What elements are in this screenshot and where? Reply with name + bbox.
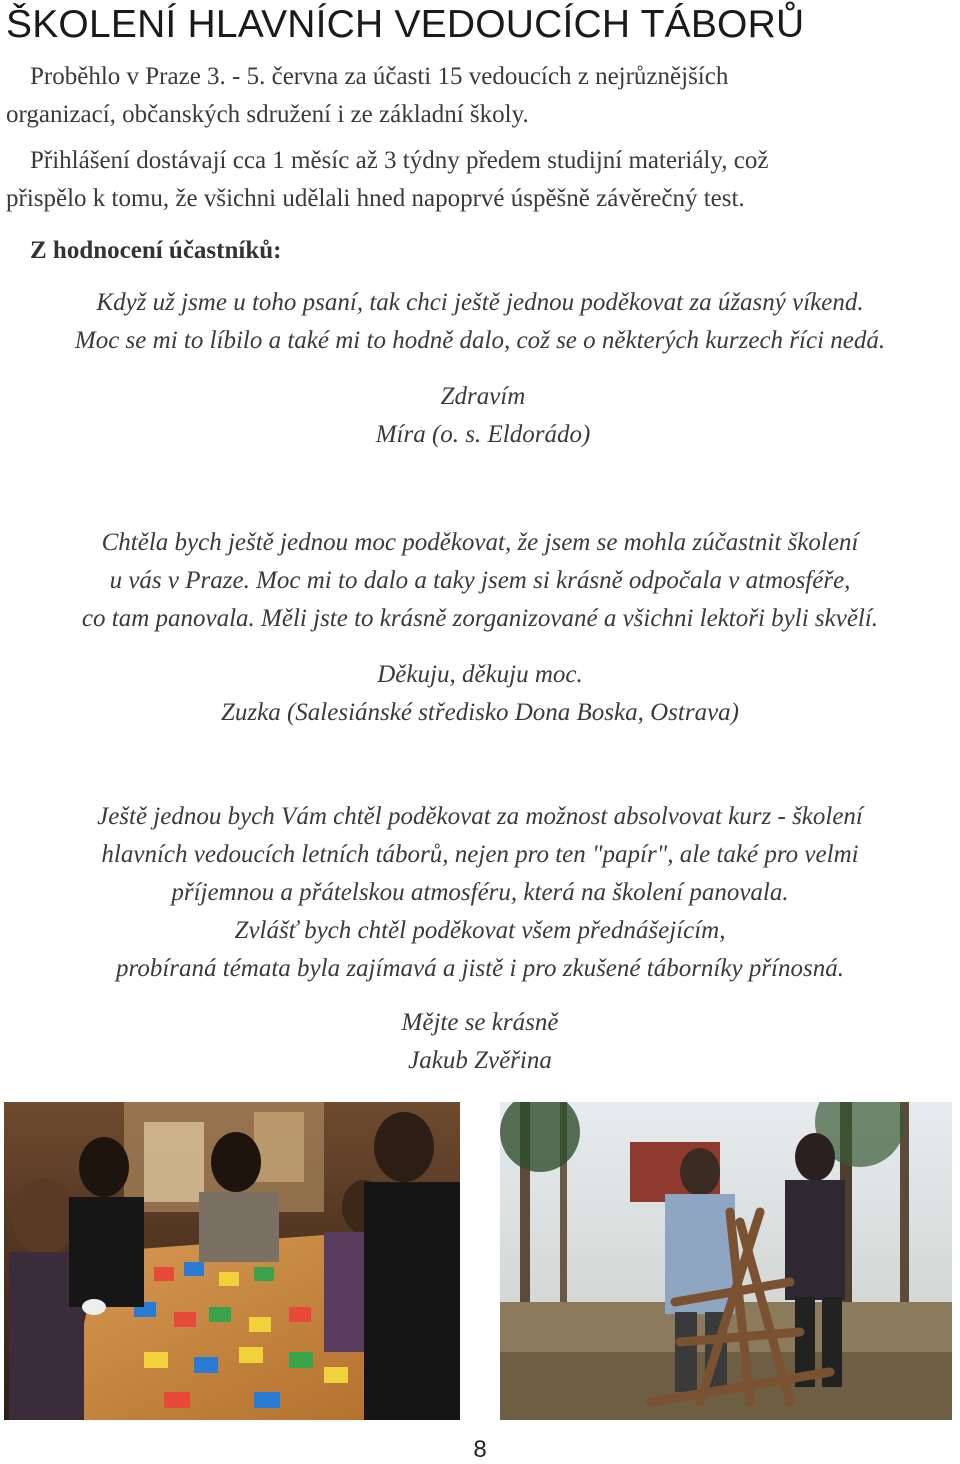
text-line: Proběhlo v Praze 3. - 5. června za účasti 15 vedoucích z nejrůznějších bbox=[30, 63, 729, 90]
text-line: příjemnou a přátelskou atmosféru, která na školení panovala. bbox=[171, 879, 789, 906]
page-number: 8 bbox=[473, 1436, 487, 1463]
signoff-line: Mějte se krásně bbox=[401, 1009, 559, 1036]
card-game-illustration bbox=[4, 1102, 460, 1420]
wood-building-photo bbox=[500, 1102, 952, 1420]
signoff-line: Děkuju, děkuju moc. bbox=[377, 661, 583, 688]
text-line: co tam panovala. Měli jste to krásně zorganizované a všichni lektoři byli skvělí. bbox=[81, 605, 879, 632]
text-line: organizací, občanských sdružení i ze základní školy. bbox=[6, 101, 529, 128]
feedback-1-signoff bbox=[0, 378, 960, 454]
feedback-1 bbox=[0, 284, 960, 360]
signoff-line: Zdravím bbox=[440, 383, 526, 410]
text-line: Ještě jednou bych Vám chtěl poděkovat za možnost absolvovat kurz - školení bbox=[97, 803, 863, 830]
card-game-photo bbox=[4, 1102, 460, 1420]
text-line: probíraná témata byla zajímavá a jistě i pro zkušené táborníky přínosná. bbox=[116, 955, 844, 982]
text-line: Chtěla bych ještě jednou moc poděkovat, že jsem se mohla zúčastnit školení bbox=[101, 529, 859, 556]
wood-building-illustration bbox=[500, 1102, 952, 1420]
page-title: ŠKOLENÍ HLAVNÍCH VEDOUCÍCH TÁBORŮ bbox=[6, 3, 805, 46]
feedback-2-signoff bbox=[0, 656, 960, 732]
text-line: Zvlášť bych chtěl poděkovat všem přednášejícím, bbox=[234, 917, 726, 944]
intro-paragraph-2 bbox=[30, 142, 768, 180]
signoff-author: Míra (o. s. Eldorádo) bbox=[375, 421, 591, 448]
feedback-3 bbox=[0, 798, 960, 988]
signoff-author: Zuzka (Salesiánské středisko Dona Boska, Ostrava) bbox=[221, 699, 739, 726]
feedback-2 bbox=[0, 524, 960, 638]
feedback-heading: Z hodnocení účastníků: bbox=[30, 237, 282, 264]
text-line: hlavních vedoucích letních táborů, nejen pro ten "papír", ale také pro velmi bbox=[101, 841, 859, 868]
text-line: Když už jsme u toho psaní, tak chci ještě jednou poděkovat za úžasný víkend. bbox=[96, 289, 864, 316]
text-line: u vás v Praze. Moc mi to dalo a taky jsem si krásně odpočala v atmosféře, bbox=[109, 567, 851, 594]
intro-paragraph-1 bbox=[30, 58, 728, 96]
text-line: Přihlášení dostávají cca 1 měsíc až 3 týdny předem studijní materiály, což bbox=[30, 147, 769, 174]
intro-paragraph-1-cont bbox=[6, 96, 529, 134]
feedback-3-signoff bbox=[0, 1004, 960, 1080]
intro-paragraph-2-cont bbox=[6, 180, 745, 218]
signoff-author: Jakub Zvěřina bbox=[408, 1047, 552, 1074]
text-line: přispělo k tomu, že všichni udělali hned napoprvé úspěšně závěrečný test. bbox=[6, 185, 745, 212]
text-line: Moc se mi to líbilo a také mi to hodně dalo, což se o některých kurzech říci nedá. bbox=[74, 327, 886, 354]
